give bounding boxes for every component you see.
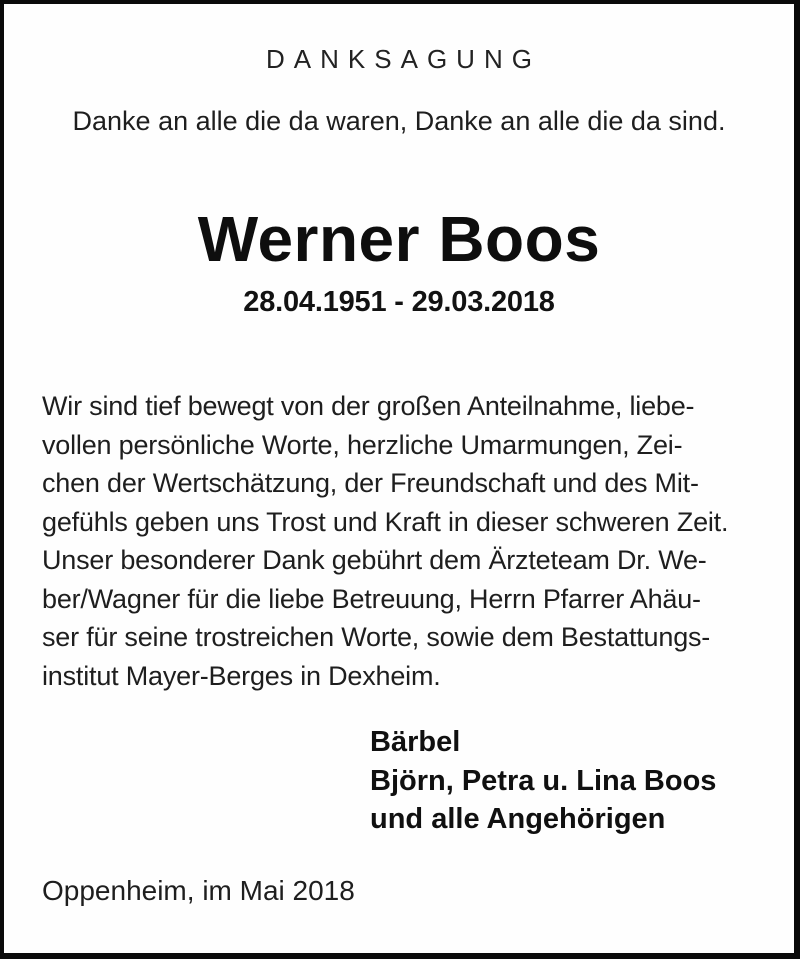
place-and-date: Oppenheim, im Mai 2018 (42, 875, 355, 906)
text-line: Björn, Petra u. Lina Boos (370, 764, 717, 797)
life-dates: 28.04.1951 - 29.03.2018 (243, 286, 555, 318)
text-line: und alle Angehörigen (370, 803, 666, 835)
text-line: Bärbel (370, 726, 461, 758)
signature-block (370, 723, 716, 839)
thanks-paragraph (42, 387, 728, 695)
text-line: vollen persönliche Worte, herzliche Umarmungen, Zei- (42, 429, 683, 460)
text-line: Unser besonderer Dank gebührt dem Ärzteteam Dr. We- (42, 545, 707, 575)
text-line: ber/Wagner für die liebe Betreuung, Herrn Pfarrer Ahäu- (42, 583, 701, 614)
text-line: Wir sind tief bewegt von der großen Anteilnahme, liebe- (42, 391, 695, 421)
text-line: chen der Wertschätzung, der Freundschaft und des Mit- (42, 468, 699, 498)
greeting-line: Danke an alle die da waren, Danke an alle die da sind. (72, 106, 726, 136)
text-line: gefühls geben uns Trost und Kraft in dieser schweren Zeit. (42, 506, 729, 537)
text-line: ser für seine trostreichen Worte, sowie dem Bestattungs- (42, 622, 711, 652)
text-line: institut Mayer-Berges in Dexheim. (42, 660, 441, 691)
notice-type-heading: DANKSAGUNG (266, 44, 541, 74)
deceased-name: Werner Boos (197, 203, 601, 275)
